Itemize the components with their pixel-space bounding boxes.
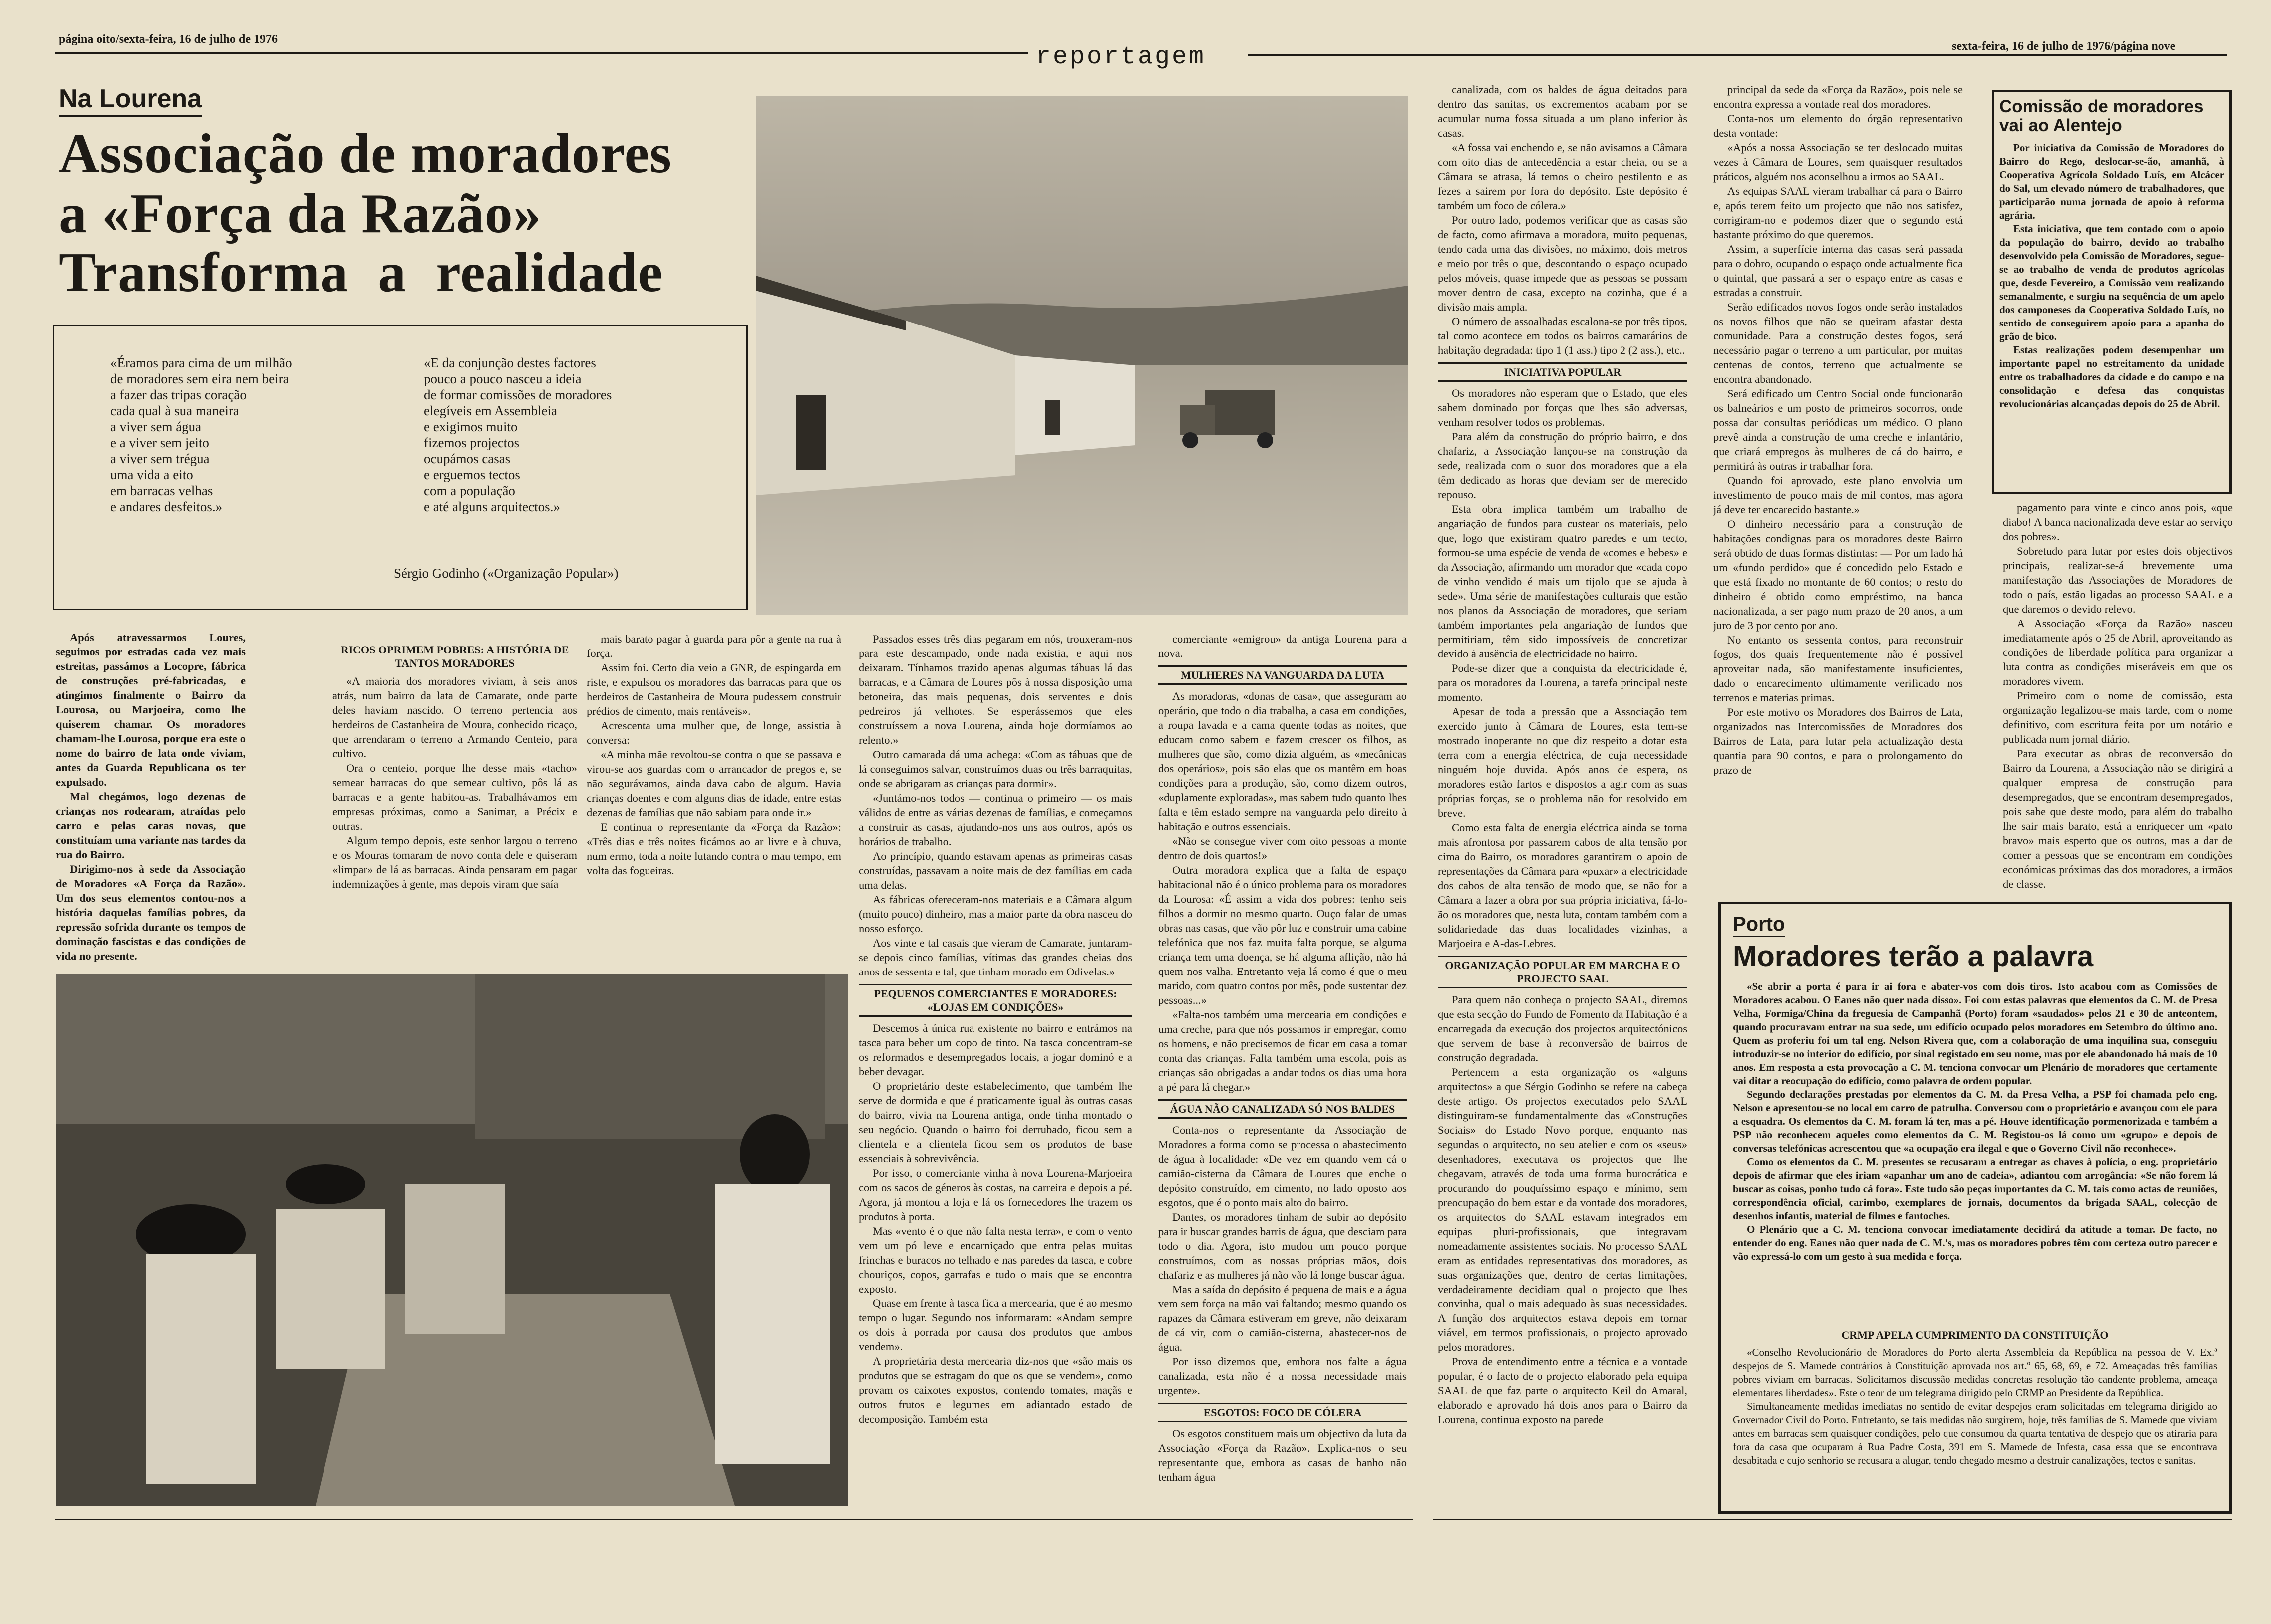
photo-village [756, 96, 1408, 615]
footer-rule-right [1433, 1519, 2232, 1520]
paragraph: principal da sede da «Força da Razão», pois nele se encontra expressa a vontade real dos moradores. [1713, 83, 1963, 110]
paragraph: «A maioria dos moradores viviam, à seis anos atrás, num bairro da lata de Camarate, onde parte deles haviam nascido. O terreno pertencia aos herdeiros de Castanheira de Moura, conhecido ricaço, que arrendaram o terreno a Armando Centeio, para cultivo. [332, 675, 577, 760]
box-comissao-title: Comissão de moradores vai ao Alentejo [1999, 97, 2204, 135]
paragraph: Por este motivo os Moradores dos Bairros de Lata, organizados nas Intercomissões de Moradores dos Bairros de Lata, para lutar pela actualização desta quantia para 90 contos, e para o prolongamento do prazo de [1713, 706, 1963, 776]
paragraph: Por isso dizemos que, embora nos falte a água canalizada, esta não é a nossa necessidade mais urgente». [1158, 1355, 1407, 1397]
header-left-folio: página oito/sexta-feira, 16 de julho de 1976 [59, 33, 278, 46]
paragraph: Por outro lado, podemos verificar que as casas são de facto, como afirmava a moradora, muito pequenas, tendo cada uma das divisões, no máximo, dois metros e meio por três o que, descontando o espaço ocupado pelos móveis, quase impede que as pessoas se possam mover dentro de casa, excepto na cozinha, que é a divisão mais ampla. [1438, 214, 1687, 313]
paragraph: «Após a nossa Associação se ter deslocado muitas vezes à Câmara de Loures, sem quaisquer resultados práticos, alguém nos aconselhou a irmos ao SAAL. [1713, 141, 1963, 183]
paragraph: Prova de entendimento entre a técnica e a vontade popular, é o facto de o projecto elaborado pela equipa SAAL de que faz parte o arquitecto Keil do Amaral, elaborado e aprovado há dois anos para o Bairro da Lourena, continua exposto na parede [1438, 1355, 1687, 1426]
article-col-3 [587, 632, 841, 971]
box-porto-body [1733, 980, 2217, 1319]
paragraph: comerciante «emigrou» da antiga Lourena para a nova. [1158, 633, 1407, 659]
poem-left-line: cada qual à sua maneira [110, 403, 239, 418]
subheading: ORGANIZAÇÃO POPULAR EM MARCHA E O PROJECTO SAAL [1438, 956, 1687, 988]
paragraph: Aos vinte e tal casais que vieram de Camarate, juntaram-se depois cinco famílias, vítimas das grandes cheias dos anos de sessenta e tal, que tinham morado em Odivelas.» [859, 937, 1132, 978]
paragraph: Para além da construção do próprio bairro, e dos chafariz, a Associação lançou-se na construção da sede, realizada com o suor dos moradores que a ela têm dedicado as horas que deviam ser de merecido repouso. [1438, 430, 1687, 501]
paragraph: A Associação «Força da Razão» nasceu imediatamente após o 25 de Abril, aproveitando as condições de liberdade política para organizar a luta contra as condições miseráveis em que os moradores vivem. [2003, 617, 2233, 687]
headline-line-2: a «Força da Razão» [59, 183, 542, 245]
poem-left-line: a fazer das tripas coração [110, 387, 247, 402]
paragraph: Estas realizações podem desempenhar um importante papel no estreitamento da unidade entre os trabalhadores da cidade e do campo e na consolidação e defesa das conquistas revolucionárias alcançadas depois do 25 de Abril. [1999, 344, 2224, 410]
paragraph: Mas a saída do depósito é pequena de mais e a água vem sem força na mão vai faltando; mesmo quando os rapazes da Câmara estiveram em greve, não deixaram de cá vir, com o camião-cisterna, abastecer-nos de água. [1158, 1283, 1407, 1353]
poem-left-line: «Éramos para cima de um milhão [110, 355, 292, 370]
paragraph: Esta obra implica também um trabalho de angariação de fundos para custear os materiais, pelo que, logo que existiram quatro paredes e um tecto, formou-se uma espécie de venda de «comes e bebes» e da Associação, afirmando um morador que «cada copo de vinho vendido é mais um tijolo que se ajuda à sede». Uma série de manifestações culturais que estão nos planos da Associação de moradores, que seriam também importantes pela angariação de fundos que permitiriam, têm sido impossíveis de concretizar devido à ausência de electricidade no bairro. [1438, 503, 1687, 660]
paragraph: Primeiro com o nome de comissão, esta organização legalizou-se mais tarde, com o nome definitivo, com escritura feita por um notário e publicada num jornal diário. [2003, 689, 2233, 745]
poem-right-line: pouco a pouco nasceu a ideia [424, 371, 582, 386]
subheading: MULHERES NA VANGUARDA DA LUTA [1158, 665, 1407, 685]
poem-credit: Sérgio Godinho («Organização Popular») [394, 566, 619, 581]
poem-left-line: de moradores sem eira nem beira [110, 371, 289, 386]
poem-right-line: «E da conjunção destes factores [424, 355, 596, 370]
paragraph: Assim foi. Certo dia veio a GNR, de espingarda em riste, e expulsou os moradores das barracas para que os herdeiros de Castanheira de Moura pudessem construir prédios de cimento, mais rentáveis». [587, 661, 841, 717]
paragraph: Após atravessarmos Loures, seguimos por estradas cada vez mais estreitas, passámos a Locopre, fábrica de construções pré-fabricadas, e atingimos finalmente o Bairro da Lourosa, ou Marjoeira, como lhe quiserem chamar. Os moradores chamam-lhe Lourosa, porque era este o nome do bairro de lata onde viviam, antes da Guarda Republicana os ter expulsado. [56, 631, 246, 788]
subheading: ÁGUA NÃO CANALIZADA SÓ NOS BALDES [1158, 1099, 1407, 1119]
paragraph: Quando foi aprovado, este plano envolvia um investimento de pouco mais de mil contos, mas agora já deve ter encarecido bastante.» [1713, 474, 1963, 516]
headline-line-1: Associação de moradores [59, 123, 672, 185]
poem-right-line: com a população [424, 483, 515, 498]
paragraph: As fábricas ofereceram-nos materiais e a Câmara algum (muito pouco) dinheiro, mas a maior parte da obra nasceu do nosso esforço. [859, 893, 1132, 935]
poem-right-line: fizemos projectos [424, 435, 520, 450]
poem-right [424, 355, 612, 515]
poem-left-line: a viver sem trégua [110, 451, 210, 466]
paragraph: Os moradores não esperam que o Estado, que eles sabem dominado por forças que lhes são adversas, venham resolver todos os problemas. [1438, 387, 1687, 428]
paragraph: Acrescenta uma mulher que, de longe, assistia à conversa: [587, 719, 841, 746]
poem-right-line: ocupámos casas [424, 451, 511, 466]
paragraph: No entanto os sessenta contos, para reconstruir fogos, dos quais frequentemente não é possível aproveitar nada, são manifestamente insuficientes, dado o encarecimento ultimamente verificado nos terrenos e materias primas. [1713, 634, 1963, 704]
paragraph: As equipas SAAL vieram trabalhar cá para o Bairro e, após terem feito um projecto que não nos satisfez, corrigiram-no e podemos dizer que o segundo está bastante próximo do que queremos. [1713, 185, 1963, 241]
photo-tavern [56, 974, 848, 1506]
poem-right-line: elegíveis em Assembleia [424, 403, 557, 418]
paragraph: O proprietário deste estabelecimento, que também lhe serve de dormida e que é praticamente igual às outras casas do bairro, vivia na Lourena antiga, onde tinha montado o seu negócio. Quando o bairro foi derrubado, ficou sem a clientela e a clientela ficou sem os produtos de base essenciais à sobrevivência. [859, 1080, 1132, 1165]
paragraph: As moradoras, «donas de casa», que asseguram ao operário, que todo o dia trabalha, a casa em condições, a roupa lavada e a cama quente todas as noites, que educam como sabem e fazem crescer os filhos, as mulheres que são, como dizia alguém, as «mecânicas dos operários», pois são elas que os mantêm em boas condições para a produção, são, como dizem outros, «duplamente exploradas», mas sabem tudo quanto lhes falta e têm estado sempre na vanguarda pelo direito à habitação e outros essenciais. [1158, 690, 1407, 833]
poem-left-line: em barracas velhas [110, 483, 213, 498]
box-porto-body-b [1733, 1323, 2217, 1478]
paragraph: «Falta-nos também uma mercearia em condições e uma creche, para que nós possamos ir empregar, como os homens, e não precisemos de ficar em casa a tomar conta das crianças. Falta também uma escola, pois as crianças são obrigadas a andar todos os dias uma hora a pé para lá chegar.» [1158, 1008, 1407, 1093]
paragraph: Mal chegámos, logo dezenas de crianças nos rodearam, atraídas pelo carro e pelas caras novas, que constituíam uma variante nas tardes da rua do Bairro. [56, 790, 246, 861]
header-rule-right [1248, 54, 2227, 56]
paragraph: Apesar de toda a pressão que a Associação tem exercido junto à Câmara de Loures, esta tem-se mostrado inoperante no que diz respeito a dotar esta terra com a energia eléctrica, de cuja necessidade ninguém hoje duvida. Após anos de espera, os moradores estão fartos e dispostos a agir com as suas próprias forças, se o problema não for resolvido em breve. [1438, 705, 1687, 819]
paragraph: canalizada, com os baldes de água deitados para dentro das sanitas, os excrementos acabam por se acumular numa fossa situada a um plano inferior às casas. [1438, 83, 1687, 139]
article-col-6 [1438, 82, 1687, 1515]
paragraph: Por isso, o comerciante vinha à nova Lourena-Marjoeira com os sacos de géneros às costas, na carreira e depois a pé. Agora, já montou a loja e lá os fornecedores lhe trazem os produtos à porta. [859, 1167, 1132, 1223]
paragraph: Simultaneamente medidas imediatas no sentido de evitar despejos eram solicitadas em telegrama dirigido ao Governador Civil do Porto. Entretanto, se tais medidas não surgirem, hoje, três famílias de S. Mamede que viviam antes em barracas sem quaisquer condições, pelo que consumou da quarta tentativa de despejo que os atiraria para fora da casa que ocuparam à Rua Padre Costa, 391 em S. Mamede de Infesta, casa essa que se encontrava desabitada e cujo senhorio se recusara a alugar, tendo chegado mesmo a destruir canalizações, tectos e sanitas. [1733, 1400, 2217, 1466]
subheading: ESGOTOS: FOCO DE CÓLERA [1158, 1403, 1407, 1422]
photo-tavern-image [56, 974, 848, 1506]
paragraph: Por iniciativa da Comissão de Moradores do Bairro do Rego, deslocar-se-ão, amanhã, à Cooperativa Agrícola Soldado Luís, em Alcácer do Sal, um elevado número de trabalhadores, que participarão numa jornada de apoio à reforma agrária. [1999, 142, 2224, 221]
paragraph: O número de assoalhadas escalona-se por três tipos, tal como acontece em todos os bairros camarários de habitação degradada: tipo 1 (1 ass.) tipo 2 (2 ass.), etc.. [1438, 315, 1687, 356]
paragraph: «A fossa vai enchendo e, se não avisamos a Câmara com oito dias de antecedência a estar cheia, ou se a Câmara se atrasa, lá temos o cheiro pestilento e as fezes a sairem por fora do depósito. Este depósito é também um foco de cólera.» [1438, 141, 1687, 212]
paragraph: Outro camarada dá uma achega: «Com as tábuas que de lá conseguimos salvar, construímos duas ou três barraquitas, onde se abrigaram as crianças para dormir». [859, 748, 1132, 790]
paragraph: mais barato pagar à guarda para pôr a gente na rua à força. [587, 633, 841, 659]
header-right-folio: sexta-feira, 16 de julho de 1976/página nove [1952, 40, 2176, 53]
subheading: PEQUENOS COMERCIANTES E MORADORES: «LOJAS EM CONDIÇÕES» [859, 984, 1132, 1017]
paragraph: Ao princípio, quando estavam apenas as primeiras casas construídas, passavam a noite mais de dez famílias em cada uma delas. [859, 850, 1132, 891]
paragraph: Descemos à única rua existente no bairro e entrámos na tasca para beber um copo de tinto. Na tasca concentram-se os reformados e desempregados locais, a jogar dominó e a beber devagar. [859, 1022, 1132, 1078]
paragraph: O Plenário que a C. M. tenciona convocar imediatamente decidirá da atitude a tomar. De facto, no entender do eng. Eanes não quer nada de C. M.'s, mas os moradores pobres têm com certeza outro parecer e vão expressá-lo com um gesto à sua medida e força. [1733, 1223, 2217, 1262]
paragraph: Segundo declarações prestadas por elementos da C. M. da Presa Velha, a PSP foi chamada pelo eng. Nelson e apresentou-se no local em carro de patrulha. Conversou com o proprietário e avançou com ele para a esquadra. Os elementos da C. M. foram lá ter, mas a pé. Houve identificação pormenorizada e também a PSP não reconhecem aqueles como elementos da C. M. Registou-os lá como um «grupo» e depois de conversas telefónicas acrescentou que «a ocupação era ilegal e que o Governo Civil não reconhece». [1733, 1088, 2217, 1154]
paragraph: Para executar as obras de reconversão do Bairro da Lourena, a Associação não se dirigirá a qualquer empresa de construção para desempregados, que se encontram desempregados, pois sabe que deste modo, para além do trabalho lhe sair mais barato, está a enriquecer um «pato bravo» mais esperto que os outros, mas a dar de comer a pessoas que se encontram em condições económicas próximas das dos moradores, a irmãos de classe. [2003, 747, 2233, 890]
paragraph: «Conselho Revolucionário de Moradores do Porto alerta Assembleia da República na pessoa de V. Ex.ª despejos de S. Mamede contrários à Constituição aprovada nos art.º 65, 68, 69, e 72. Ameaçadas três famílias pobres viviam em barracas. Solicitamos discussão medidas concretas resolução tão candente problema, ameaça elementares liberdades». Este o teor de um telegrama dirigido pelo CRMP ao Presidente da República. [1733, 1346, 2217, 1399]
box-porto-title: Moradores terão a palavra [1733, 940, 2094, 973]
poem-right-line: e exigimos muito [424, 419, 518, 434]
poem-box [53, 325, 748, 610]
paragraph: pagamento para vinte e cinco anos pois, «que diabo! A banca nacionalizada deve estar ao serviço dos pobres». [2003, 501, 2233, 543]
article-col-2 [332, 638, 577, 968]
box-comissao-body [1999, 141, 2224, 411]
article-col-1 [56, 630, 246, 970]
poem-right-line: e até alguns arquitectos.» [424, 499, 560, 514]
paragraph: Outra moradora explica que a falta de espaço habitacional não é o único problema para os moradores da Lourosa: «É assim a vida dos pobres: tenho seis filhos a dormir no mesmo quarto. Ouço falar de umas obras nas casas, que vão pôr luz e construir uma cabine telefónica que nos faz muita falta porque, se alguma criança tem uma doença, se há alguma aflição, não há quem nos valha. Entretanto veja lá como é que o meu marido, com quatro contos por mês, pode sustentar dez pessoas...» [1158, 864, 1407, 1006]
section-title: reportagem [1036, 43, 1206, 71]
poem-left [110, 355, 292, 515]
box-porto-kicker: Porto [1733, 913, 1785, 937]
paragraph: Algum tempo depois, este senhor largou o terreno e os Mouras tomaram de novo conta dele e quiseram «limpar» de lá as barracas. Ainda pensaram em pagar indemnizações à gente, mas depois viram que saía [332, 834, 577, 890]
header-rule-left [55, 52, 1028, 54]
paragraph: A proprietária desta mercearia diz-nos que «são mais os produtos que se estragam do que os que se vendem», como provam os caixotes expostos, contendo tomates, maçãs e outros frutos e legumes em adiantado estado de decomposição. Também esta [859, 1355, 1132, 1425]
paragraph: Conta-nos um elemento do órgão representativo desta vontade: [1713, 112, 1963, 139]
kicker: Na Lourena [59, 84, 202, 117]
paragraph: Ora o centeio, porque lhe desse mais «tacho» semear barracas do que semear cultivo, pôs lá as barracas e a gente habitou-as. Trabalhávamos em empresas próximas, como a Sanimar, a Précix e outras. [332, 762, 577, 832]
photo-village-image [756, 96, 1408, 615]
paragraph: Como esta falta de energia eléctrica ainda se torna mais afrontosa por passarem cabos de alta tensão por cima do Bairro, os moradores garantiram o apoio de representações da Câmara para «puxar» a electricidade dos cabos de alta tensão de modo que, se não for a Câmara a fazer a obra por sua própria iniciativa, fá-lo-ão os moradores que, nesta luta, contam também com a solidariedade das duas localidades vizinhas, a Marjoeira e A-das-Lebres. [1438, 821, 1687, 950]
paragraph: «Não se consegue viver com oito pessoas a monte dentro de dois quartos!» [1158, 835, 1407, 862]
poem-left-line: a viver sem água [110, 419, 202, 434]
paragraph: Conta-nos o representante da Associação de Moradores a forma como se processa o abastecimento de água à localidade: «De vez em quando vem cá o camião-cisterna da Câmara de Loures que enche o depósito construído, em cimento, no lado oposto aos esgotos, que é o ponto mais alto do bairro. [1158, 1124, 1407, 1209]
paragraph: Assim, a superfície interna das casas será passada para o dobro, ocupando o espaço onde actualmente fica o quintal, que passará a ser o espaço entre as casas e estradas a construir. [1713, 243, 1963, 299]
paragraph: Para quem não conheça o projecto SAAL, diremos que esta secção do Fundo de Fomento da Habitação é a encarregada da execução dos projectos arquitectónicos que servem de base à reconversão de bairros de construção degradada. [1438, 993, 1687, 1064]
article-col-8 [2003, 500, 2233, 900]
poem-left-line: uma vida a eito [110, 467, 193, 482]
poem-left-line: e a viver sem jeito [110, 435, 209, 450]
paragraph: Serão edificados novos fogos onde serão instalados os novos filhos que não se queiram afastar desta comunidade. Para a construção destes fogos, será necessário pagar o terreno a um particular, por muitas centenas de contos, terreno que actualmente se encontra abandonado. [1713, 301, 1963, 385]
paragraph: O dinheiro necessário para a construção de habitações condignas para os moradores deste Bairro será obtido de duas formas distintas: — Por um lado há um «fundo perdido» que é concedido pelo Estado e que está fixado no montante de 60 contos; o resto do dinheiro é obtido como empréstimo, na banca nacionalizada, a ser pago num prazo de 20 anos, a um juro de 3 por cento por ano. [1713, 518, 1963, 632]
paragraph: Os esgotos constituem mais um objectivo da luta da Associação «Força da Razão». Explica-nos o seu representante que, embora as casas de banho não tenham água [1158, 1427, 1407, 1483]
poem-right-line: e erguemos tectos [424, 467, 520, 482]
article-col-4 [859, 632, 1132, 1515]
paragraph: «Se abrir a porta é para ir ai fora e abater-vos com dois tiros. Isto acabou com as Comissões de Moradores acabou. O Eanes não quer nada disso». Foi com estas palavras que elementos da C. M. de Presa Velha, Formiga/China da freguesia de Campanhã (Porto) foram «saudados» pelos 21 e 30 de anteontem, quando procuravam entrar na sua sede, um edifício ocupado pelos moradores em Setembro do último ano. Quem as proferiu foi um tal eng. Nelson Rivera que, com a colaboração de uma inquilina sua, conseguiu introduzir-se no interior do edifício, por sinal registado em seu nome, mas por ele abandonado há mais de 10 anos. Em resposta a esta provocação a C. M. tenciona convocar um Plenário de moradores que certamente vai ditar a reocupação do edifício, como palavra de ordem popular. [1733, 980, 2217, 1087]
paragraph: «A minha mãe revoltou-se contra o que se passava e virou-se aos guardas com o arrancador de pregos e, se não segurávamos, ainda dava cabo de algum. Havia crianças doentes e com alguns dias de idade, entre estas dezenas de famílias que não sabiam para onde ir.» [587, 748, 841, 819]
box-comissao [1992, 90, 2232, 494]
paragraph: Passados esses três dias pegaram em nós, trouxeram-nos para este descampado, onde nada existia, e aqui nos deixaram. Tínhamos trazido apenas algumas tábuas lá das barracas, e a Câmara de Loures pôs à nossa disposição uma betoneira, das mais pequenas, dois serventes e dois pedreiros já velhotes. Se esperássemos que eles construíssem a nova Lourena, ainda hoje dormíamos ao relento.» [859, 633, 1132, 746]
paragraph: Dirigimo-nos à sede da Associação de Moradores «A Força da Razão». Um dos seus elementos contou-nos a história daquelas famílias pobres, da repressão sofrida durante os tempos de dominação fascistas e das condições de vida no presente. [56, 863, 246, 962]
paragraph: Mas «vento é o que não falta nesta terra», e com o vento vem um pó leve e encarniçado que entra pelas muitas frinchas e buracos no telhado e nas paredes da tasca, e cobre chouriços, copos, garrafas e tudo o mais que se encontra exposto. [859, 1225, 1132, 1295]
footer-rule-left [55, 1519, 1413, 1520]
paragraph: Esta iniciativa, que tem contado com o apoio da população do bairro, devido ao trabalho desenvolvido pela Comissão de Moradores, segue-se ao trabalho de venda de produtos agrícolas que, desde Fevereiro, a Comissão vem realizando semanalmente, e surgiu na sequência de um apelo dos camponeses da Cooperativa Soldado Luís, no sentido de conseguirem apoio para a apanha do grão de bico. [1999, 223, 2224, 342]
box-porto [1718, 902, 2232, 1514]
poem-right-line: de formar comissões de moradores [424, 387, 612, 402]
paragraph: Como os elementos da C. M. presentes se recusaram a entregar as chaves à polícia, o eng. proprietário depois de afirmar que eles iriam «apanhar um ano de cadeia», adiantou com arrogância: «Se não forem lá buscar as coisas, ponho tudo cá fora». Este tudo são peças importantes da C. M. tais como actas de reuniões, correspondência oficial, carimbo, exemplares de jornais, documentos da brigada SAAL, colecção de desenhos infantis, material de filmes e fantoches. [1733, 1156, 2217, 1222]
paragraph: Quase em frente à tasca fica a mercearia, que é ao mesmo tempo o lugar. Segundo nos informaram: «Andam sempre os dois à porrada por causa dos produtos que ambos vendem». [859, 1297, 1132, 1353]
poem-left-line: e andares desfeitos.» [110, 499, 223, 514]
paragraph: E continua o representante da «Força da Razão»: «Três dias e três noites ficámos ao ar livre e à chuva, num ermo, toda a noite lutando contra o mau tempo, em volta das fogueiras. [587, 821, 841, 877]
headline-line-3: Transforma a realidade [59, 242, 663, 304]
paragraph: Pertencem a esta organização os «alguns arquitectos» a que Sérgio Godinho se refere na cabeça deste artigo. Os projectos executados pelo SAAL distinguiram-se fundamentalmente das «Construções Sociais» do Estado Novo porque, enquanto nas segundas o arquitecto, no seu atelier e com os «seus» desenhadores, executava os projectos que lhe chegavam, através de toda uma forma burocrática e procurando do pouquíssimo espaço e mínimo, sem preocupação do bem estar e da vontade dos moradores, os arquitectos do SAAL estavam integrados em equipas pluri-profissionais, que integravam nomeadamente assistentes sociais. No processo SAAL eram as entidades representativas dos moradores, as suas organizações que, dentro de certas limitações, verdadeiramente decidiam qual o projecto que lhes convinha, qual o mais adequado às suas necessidades. A função dos arquitectos estava depois em tornar viável, em termos profissionais, o projecto aprovado pelos moradores. [1438, 1066, 1687, 1353]
paragraph: Dantes, os moradores tinham de subir ao depósito para ir buscar grandes barris de água, que desciam para todo o dia. Agora, isto mudou um pouco porque construímos, com as nossas próprias mãos, dois chafariz e as mulheres já não vão lá longe buscar água. [1158, 1211, 1407, 1281]
paragraph: Será edificado um Centro Social onde funcionarão os balneários e um posto de primeiros socorros, onde possa dar consultas periódicas um médico. O plano prevê ainda a construção de uma creche e infantário, que criará empregos às mulheres de cá do bairro, e permitirá às outras ir trabalhar fora. [1713, 387, 1963, 472]
paragraph: «Juntámo-nos todos — continua o primeiro — os mais válidos de entre as várias dezenas de famílias, e começamos a construir as casas, ajudando-nos uns aos outros, após os horários de trabalho. [859, 792, 1132, 848]
subheading: CRMP APELA CUMPRIMENTO DA CONSTITUIÇÃO [1841, 1329, 2109, 1341]
paragraph: Pode-se dizer que a conquista da electricidade é, para os moradores da Lourena, a tarefa principal neste momento. [1438, 662, 1687, 703]
paragraph: Sobretudo para lutar por estes dois objectivos principais, realizar-se-á brevemente uma manifestação das Associações de Moradores de todo o país, estão ligadas ao processo SAAL e a que daremos o devido relevo. [2003, 545, 2233, 615]
subheading: RICOS OPRIMEM POBRES: A HISTÓRIA DE TANTOS MORADORES [340, 644, 569, 669]
subheading: INICIATIVA POPULAR [1438, 362, 1687, 382]
article-col-5 [1158, 632, 1407, 1515]
